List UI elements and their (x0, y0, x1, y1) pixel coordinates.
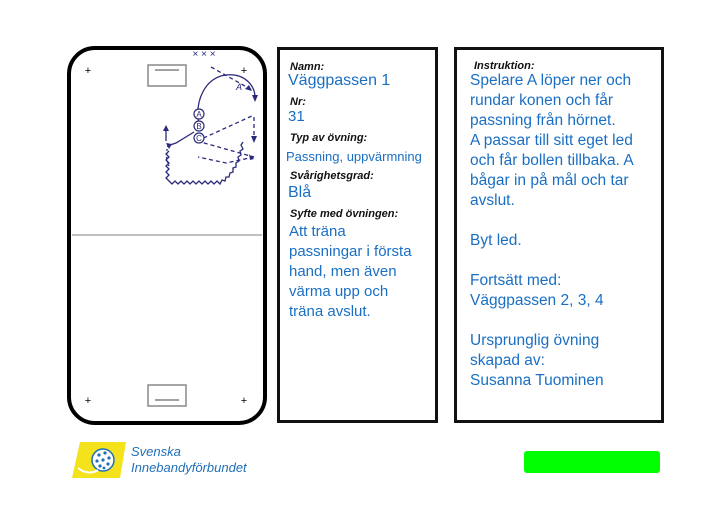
name-label: Namn: (290, 61, 325, 73)
faceoff-dot: + (84, 65, 92, 77)
instruction-panel (454, 47, 664, 423)
exercise-info-panel (277, 47, 438, 423)
purpose-line: passningar i första (289, 243, 412, 260)
instruction-label: Instruktion: (474, 60, 535, 72)
difficulty-color-indicator (524, 451, 660, 473)
nr-value: 31 (288, 108, 305, 125)
bottom-goal (148, 385, 186, 406)
type-label: Typ av övning: (290, 132, 368, 144)
type-value: Passning, uppvärmning (286, 149, 422, 164)
purpose-line: värma upp och (289, 283, 389, 300)
player-a-label: A (196, 110, 202, 119)
nr-label: Nr: (290, 96, 306, 108)
player-c-label: C (196, 134, 202, 143)
instruction-text: Spelare A löper ner och rundar konen och får passning från hörnet. A passar till sitt eget led och får bollen tillbaka. A bågar in på mål och tar avslut. Byt led. Fortsätt med: Väggpassen 2, 3, 4 Ursprunglig övning skapad av: Susanna Tuominen (470, 72, 634, 389)
faceoff-dot: + (240, 65, 248, 77)
player-b-label: B (196, 122, 202, 131)
cross-marks: × × × (192, 49, 216, 60)
difficulty-value: Blå (288, 184, 312, 201)
top-goal (148, 65, 186, 86)
purpose-text (289, 222, 434, 322)
faceoff-dot: + (240, 395, 248, 407)
logo-line2: Innebandyförbundet (131, 460, 247, 475)
cone-marker: A (235, 82, 243, 92)
purpose-line: hand, men även (289, 263, 397, 280)
purpose-label: Syfte med övningen: (290, 208, 399, 220)
name-value: Väggpassen 1 (288, 72, 391, 89)
rink-diagram (66, 45, 268, 426)
difficulty-label: Svårighetsgrad: (290, 170, 374, 182)
faceoff-dot: + (84, 395, 92, 407)
purpose-line: träna avslut. (289, 303, 371, 320)
logo-line1: Svenska (131, 444, 181, 459)
purpose-line: Att träna (289, 223, 346, 240)
federation-logo (70, 440, 270, 480)
floorball-logo-icon (70, 440, 130, 480)
